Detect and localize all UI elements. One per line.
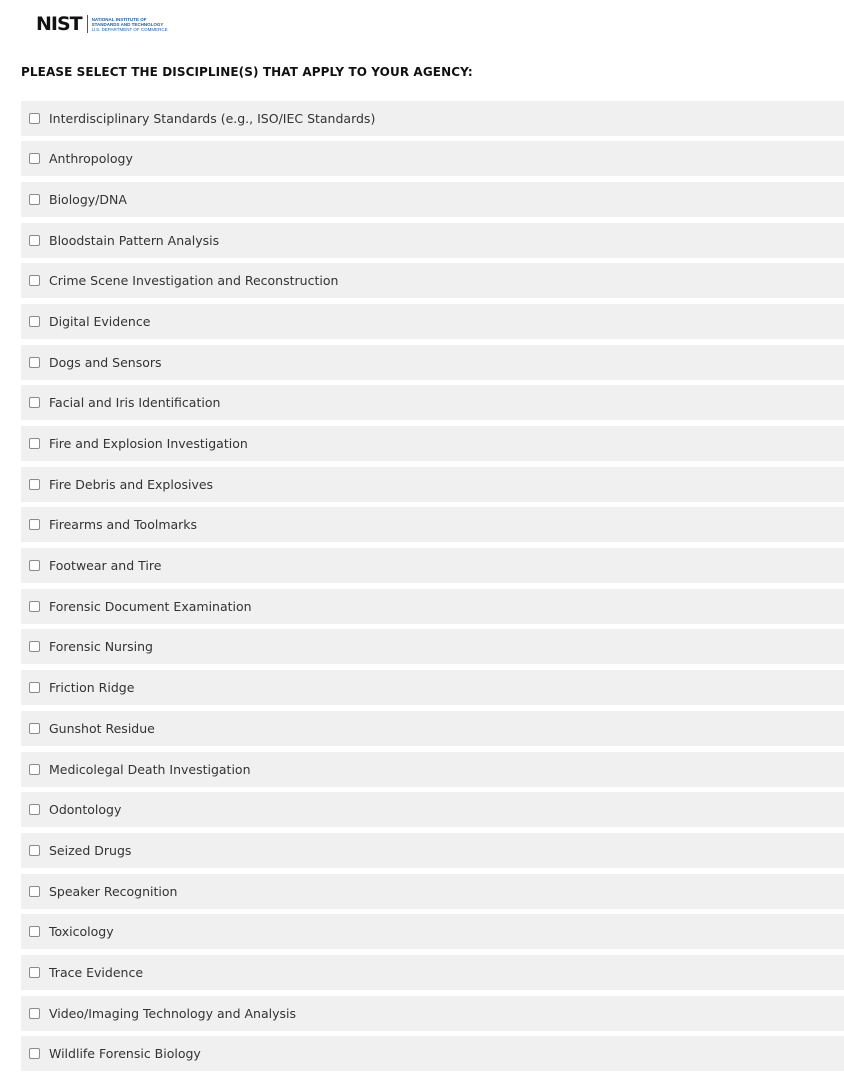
discipline-option[interactable] xyxy=(21,141,844,176)
option-label: Biology/DNA xyxy=(49,191,127,207)
option-label: Seized Drugs xyxy=(49,842,132,858)
logo-line-3: U.S. DEPARTMENT OF COMMERCE xyxy=(91,26,168,32)
discipline-option[interactable] xyxy=(21,589,844,624)
discipline-option[interactable] xyxy=(21,1036,844,1071)
discipline-option[interactable] xyxy=(21,223,844,258)
discipline-option[interactable] xyxy=(21,467,844,502)
checkbox[interactable] xyxy=(29,886,40,897)
checkbox[interactable] xyxy=(29,723,40,734)
discipline-heading: PLEASE SELECT THE DISCIPLINE(S) THAT APPLY TO YOUR AGENCY: xyxy=(21,65,473,79)
discipline-option[interactable] xyxy=(21,914,844,949)
checkbox[interactable] xyxy=(29,479,40,490)
discipline-option[interactable] xyxy=(21,101,844,136)
discipline-option[interactable] xyxy=(21,304,844,339)
option-label: Video/Imaging Technology and Analysis xyxy=(49,1005,296,1021)
option-label: Wildlife Forensic Biology xyxy=(49,1046,201,1062)
discipline-option[interactable] xyxy=(21,752,844,787)
discipline-option[interactable] xyxy=(21,792,844,827)
checkbox[interactable] xyxy=(29,560,40,571)
checkbox[interactable] xyxy=(29,113,40,124)
checkbox[interactable] xyxy=(29,519,40,530)
option-label: Forensic Document Examination xyxy=(49,598,252,614)
option-label: Gunshot Residue xyxy=(49,720,155,736)
discipline-option[interactable] xyxy=(21,711,844,746)
option-label: Trace Evidence xyxy=(49,964,144,980)
checkbox[interactable] xyxy=(29,601,40,612)
discipline-option[interactable] xyxy=(21,629,844,664)
checkbox[interactable] xyxy=(29,682,40,693)
option-label: Toxicology xyxy=(49,924,114,940)
discipline-option[interactable] xyxy=(21,955,844,990)
option-label: Firearms and Toolmarks xyxy=(49,517,198,533)
checkbox[interactable] xyxy=(29,194,40,205)
nist-logo xyxy=(36,12,168,36)
option-label: Bloodstain Pattern Analysis xyxy=(49,232,220,248)
option-label: Forensic Nursing xyxy=(49,639,153,655)
checkbox[interactable] xyxy=(29,357,40,368)
option-label: Friction Ridge xyxy=(49,680,135,696)
logo-divider xyxy=(87,15,88,33)
discipline-option[interactable] xyxy=(21,345,844,380)
discipline-list xyxy=(21,101,844,1078)
option-label: Fire Debris and Explosives xyxy=(49,476,214,492)
discipline-option[interactable] xyxy=(21,385,844,420)
checkbox[interactable] xyxy=(29,641,40,652)
checkbox[interactable] xyxy=(29,764,40,775)
option-label: Digital Evidence xyxy=(49,313,151,329)
discipline-option[interactable] xyxy=(21,548,844,583)
logo-line-1: NATIONAL INSTITUTE OF xyxy=(91,16,147,22)
option-label: Speaker Recognition xyxy=(49,883,178,899)
option-label: Medicolegal Death Investigation xyxy=(49,761,251,777)
checkbox[interactable] xyxy=(29,967,40,978)
checkbox[interactable] xyxy=(29,926,40,937)
option-label: Fire and Explosion Investigation xyxy=(49,436,248,451)
option-label: Odontology xyxy=(49,802,122,818)
discipline-option[interactable] xyxy=(21,996,844,1031)
option-label: Dogs and Sensors xyxy=(49,354,162,370)
checkbox[interactable] xyxy=(29,316,40,327)
option-label: Crime Scene Investigation and Reconstruction xyxy=(49,273,339,289)
checkbox[interactable] xyxy=(29,153,40,164)
logo-text xyxy=(92,17,168,32)
checkbox[interactable] xyxy=(29,235,40,246)
option-label: Anthropology xyxy=(49,151,133,167)
discipline-option[interactable] xyxy=(21,507,844,542)
checkbox[interactable] xyxy=(29,1048,40,1059)
discipline-option[interactable] xyxy=(21,182,844,217)
checkbox[interactable] xyxy=(29,804,40,815)
option-label: Footwear and Tire xyxy=(49,558,162,574)
logo-line-2: STANDARDS AND TECHNOLOGY xyxy=(91,21,164,27)
discipline-option[interactable] xyxy=(21,426,844,461)
checkbox[interactable] xyxy=(29,275,40,286)
option-label: Facial and Iris Identification xyxy=(49,395,221,411)
checkbox[interactable] xyxy=(29,438,40,449)
discipline-option[interactable] xyxy=(21,833,844,868)
discipline-option[interactable] xyxy=(21,263,844,298)
checkbox[interactable] xyxy=(29,845,40,856)
discipline-option[interactable] xyxy=(21,874,844,909)
checkbox[interactable] xyxy=(29,397,40,408)
option-label: Interdisciplinary Standards (e.g., ISO/IEC Standards) xyxy=(49,110,376,126)
checkbox[interactable] xyxy=(29,1008,40,1019)
logo-mark: NIST xyxy=(36,12,82,35)
discipline-option[interactable] xyxy=(21,670,844,705)
